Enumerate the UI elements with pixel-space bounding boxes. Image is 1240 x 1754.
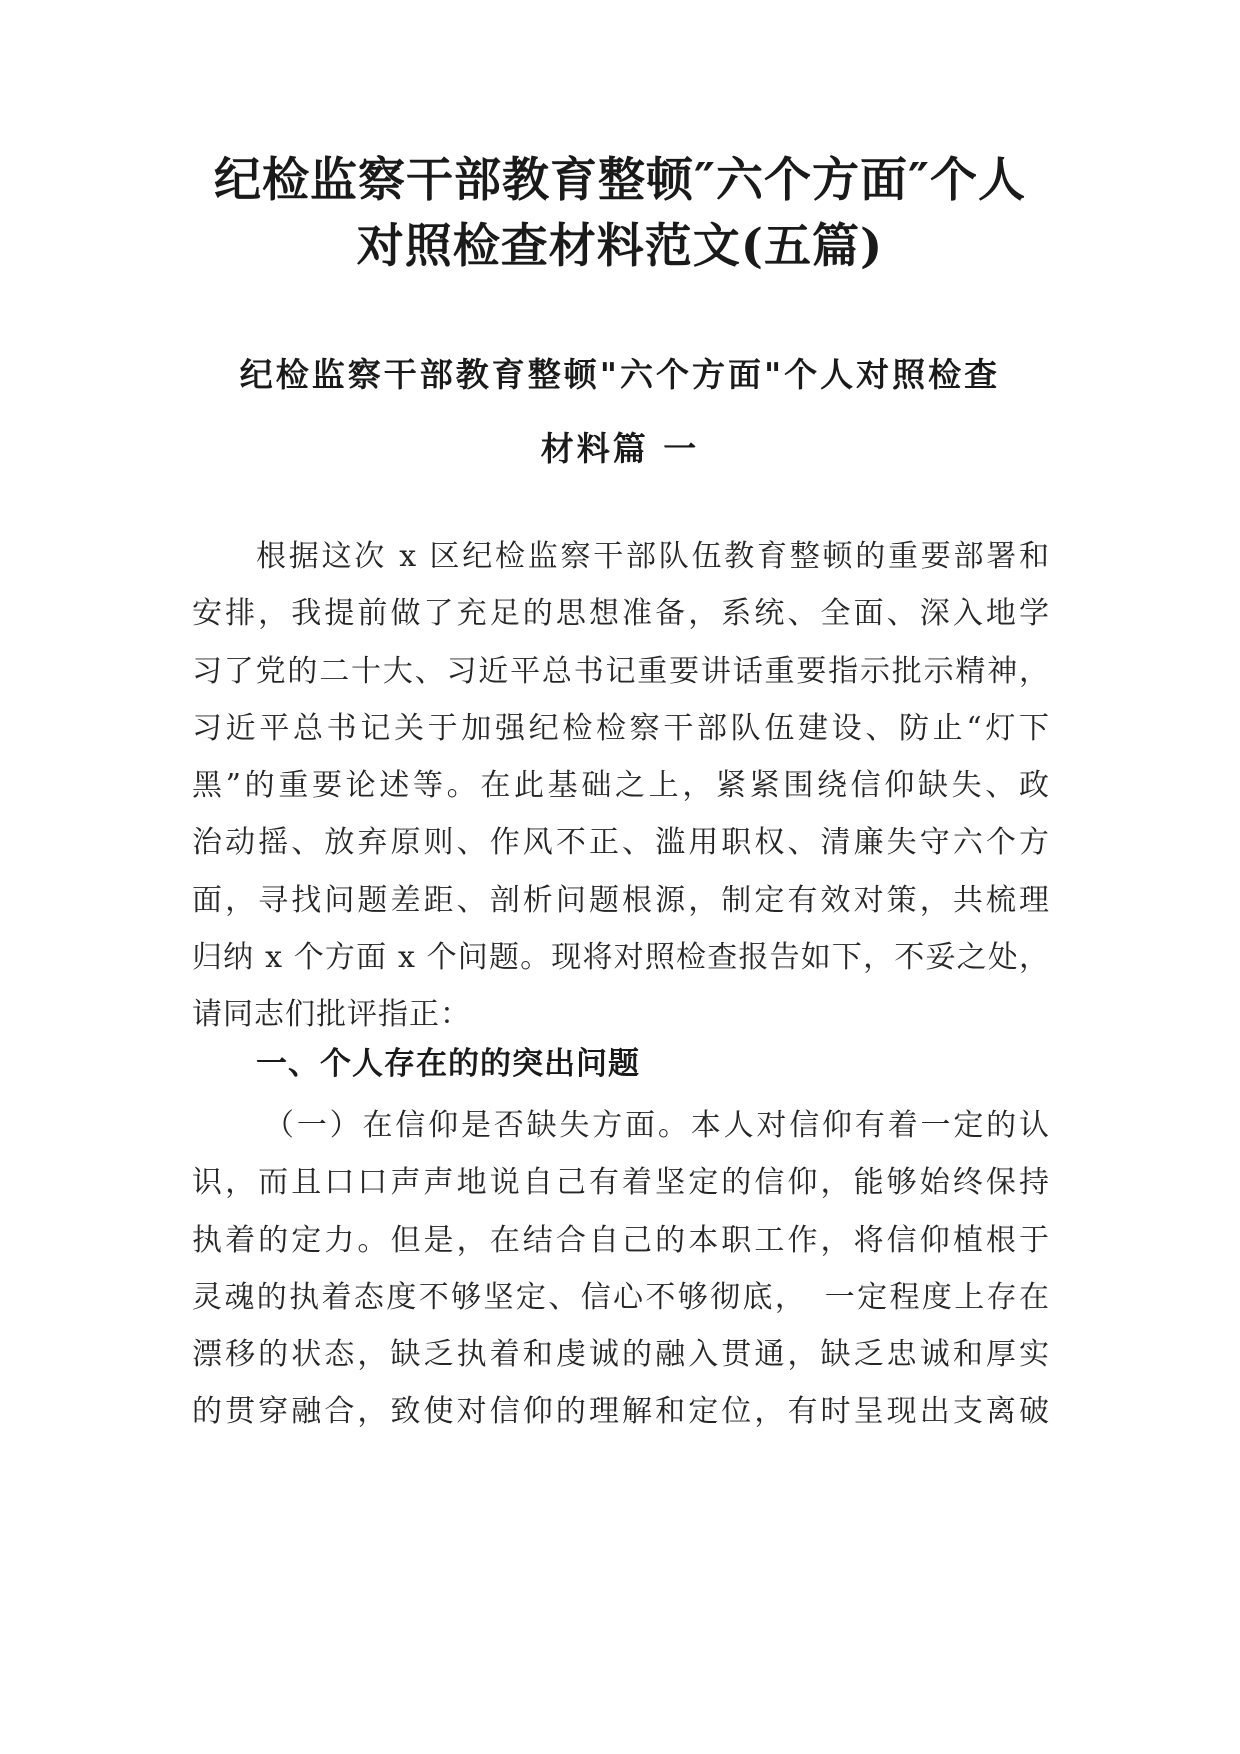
article-title-line: 材料篇 一 [540, 429, 700, 468]
section-paragraph [192, 1097, 1050, 1441]
paragraph-line: 安排，我提前做了充足的思想准备，系统、全面、深入地学 [192, 596, 1050, 632]
paragraph-line: 习近平总书记关于加强纪检检察干部队伍建设、防止“灯下 [192, 710, 1050, 746]
paragraph-line: 黑”的重要论述等。在此基础之上，紧紧围绕信仰缺失、政 [192, 768, 1050, 804]
paragraph-line: 根据这次 x 区纪检监察干部队伍教育整顿的重要部署和 [256, 539, 1050, 574]
paragraph-line: 面，寻找问题差距、剖析问题根源，制定有效对策，共梳理 [192, 882, 1050, 918]
paragraph-line: 识，而且口口声声地说自己有着坚定的信仰，能够始终保持 [192, 1165, 1050, 1201]
paragraph-line: 归纳 x 个方面 x 个问题。现将对照检查报告如下，不妥之处， [192, 940, 1050, 976]
paragraph-line: 请同志们批评指正： [192, 997, 471, 1033]
paragraph-line: （一）在信仰是否缺失方面。本人对信仰有着一定的认 [264, 1108, 1050, 1143]
paragraph-line: 习了党的二十大、习近平总书记重要讲话重要指示批示精神， [192, 653, 1050, 689]
section-heading: 一、个人存在的的突出问题 [256, 1046, 640, 1082]
intro-paragraph [192, 528, 1050, 1044]
document-title-line: 对照检查材料范文(五篇) [356, 219, 884, 274]
article-title [150, 338, 1090, 486]
paragraph-line: 漂移的状态，缺乏执着和虔诚的融入贯通，缺乏忠诚和厚实 [192, 1337, 1050, 1373]
paragraph-line: 治动摇、放弃原则、作风不正、滥用职权、清廉失守六个方 [192, 825, 1050, 861]
paragraph-line: 执着的定力。但是，在结合自己的本职工作，将信仰植根于 [192, 1222, 1050, 1258]
article-title-line: 纪检监察干部教育整顿"六个方面"个人对照检查 [239, 355, 1001, 394]
document-title [150, 148, 1090, 280]
document-title-line: 纪检监察干部教育整顿″六个方面″个人 [214, 153, 1026, 208]
paragraph-line: 灵魂的执着态度不够坚定、信心不够彻底， 一定程度上存在 [192, 1279, 1050, 1315]
paragraph-line: 的贯穿融合，致使对信仰的理解和定位，有时呈现出支离破 [192, 1394, 1050, 1430]
